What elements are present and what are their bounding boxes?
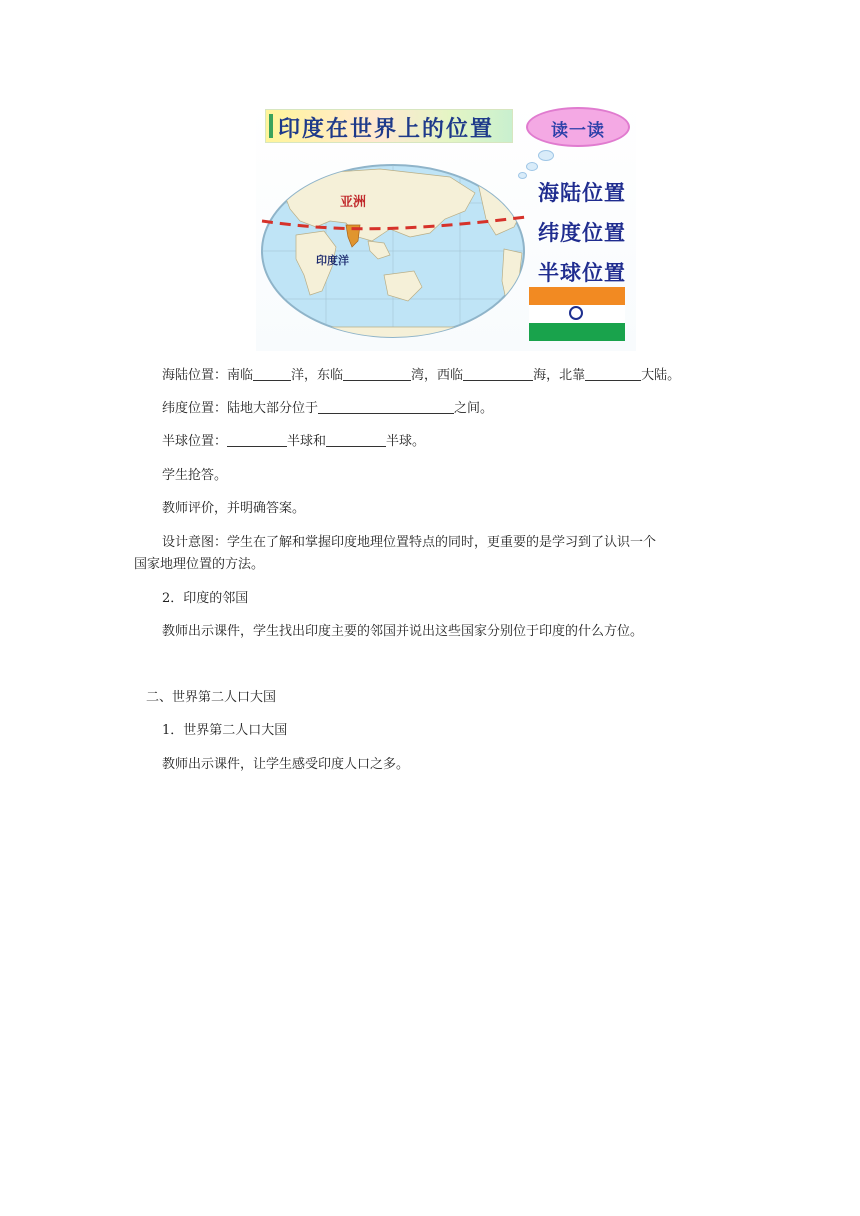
- section-2-heading: 二、世界第二人口大国: [146, 690, 277, 705]
- subsection-1-heading: 1．世界第二人口大国: [162, 723, 288, 738]
- fill-blank: [227, 432, 287, 447]
- sea-land-position-line: [162, 364, 680, 388]
- bubble-dot: [526, 162, 538, 171]
- world-map: [260, 163, 526, 339]
- hemisphere-label: 半球位置：: [162, 434, 228, 449]
- fill-blank: [343, 366, 411, 381]
- teacher-evaluation-text: 教师评价，并明确答案。: [162, 501, 306, 516]
- map-label-asia: 亚洲: [340, 195, 367, 210]
- bubble-dot: [538, 150, 554, 161]
- student-answer-text: 学生抢答。: [162, 468, 228, 483]
- side-item-sea-land: 海陆位置: [538, 181, 626, 205]
- text-fragment: 陆地大部分位于: [227, 401, 319, 416]
- text-fragment: 半球。: [386, 434, 426, 449]
- text-fragment: 洋，东临: [291, 368, 344, 383]
- subsection-1-text: 教师出示课件，让学生感受印度人口之多。: [162, 757, 410, 772]
- neighbors-text: 教师出示课件，学生找出印度主要的邻国并说出这些国家分别位于印度的什么方位。: [162, 624, 644, 639]
- fill-blank: [326, 432, 386, 447]
- side-item-latitude: 纬度位置: [538, 221, 626, 245]
- figure-title: 印度在世界上的位置: [278, 117, 495, 142]
- hemisphere-position-line: [162, 430, 425, 454]
- flag-green-stripe: [529, 323, 625, 341]
- text-fragment: 之间。: [454, 401, 494, 416]
- design-intent-line-1: 设计意图：学生在了解和掌握印度地理位置特点的同时，更重要的是学习到了认识一个: [162, 535, 657, 550]
- sea-land-label: 海陆位置：: [162, 368, 228, 383]
- title-accent-bar: [269, 114, 273, 138]
- text-fragment: 湾，西临: [411, 368, 464, 383]
- figure-title-banner: [265, 109, 513, 143]
- india-location-figure: [256, 103, 636, 351]
- india-flag: [529, 287, 625, 343]
- latitude-label: 纬度位置：: [162, 401, 228, 416]
- side-item-hemisphere: 半球位置: [538, 261, 626, 285]
- neighbors-heading: 2．印度的邻国: [162, 591, 249, 606]
- design-intent-line-2: 国家地理位置的方法。: [134, 557, 265, 572]
- read-bubble-label: 读一读: [551, 121, 605, 141]
- text-fragment: 海，北靠: [533, 368, 586, 383]
- fill-blank: [463, 366, 533, 381]
- flag-white-stripe: [529, 305, 625, 323]
- fill-blank: [318, 399, 454, 414]
- ashoka-chakra-icon: [569, 306, 583, 320]
- text-fragment: 大陆。: [641, 368, 681, 383]
- latitude-position-line: [162, 397, 493, 421]
- fill-blank: [253, 366, 291, 381]
- fill-blank: [585, 366, 641, 381]
- map-label-indian-ocean: 印度洋: [316, 254, 349, 267]
- text-fragment: 半球和: [287, 434, 327, 449]
- read-bubble: [526, 107, 630, 147]
- text-fragment: 南临: [227, 368, 254, 383]
- flag-saffron-stripe: [529, 287, 625, 305]
- south-america-landmass: [502, 249, 522, 309]
